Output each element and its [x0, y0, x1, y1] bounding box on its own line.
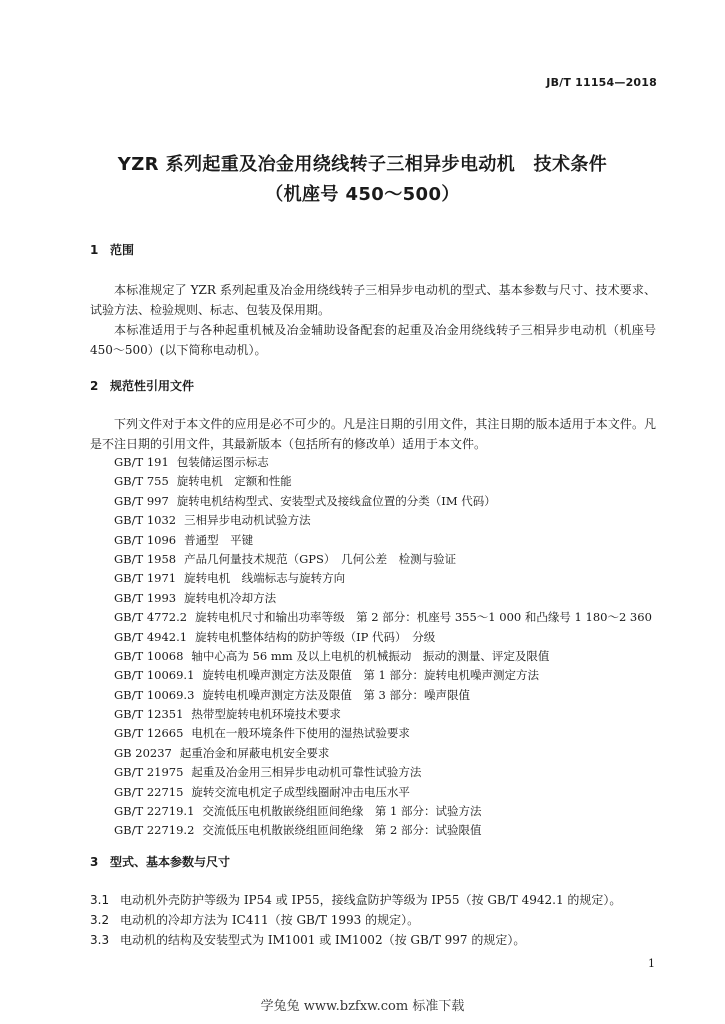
clause-number: 3.2: [90, 913, 110, 927]
reference-code: GB/T 21975: [114, 765, 184, 780]
reference-title: 产品几何量技术规范（GPS） 几何公差 检测与验证: [184, 551, 457, 566]
clause-3-3: [90, 931, 525, 948]
reference-title: 交流低压电机散嵌绕组匝间绝缘 第 1 部分：试验方法: [202, 804, 482, 819]
clause-text: 电动机外壳防护等级为 IP54 或 IP55，接线盒防护等级为 IP55（按 GB/T 4942.1 的规定）。: [120, 893, 622, 907]
reference-list: [114, 453, 674, 841]
reference-code: GB/T 191: [114, 455, 169, 469]
reference-code: GB/T 755: [114, 474, 169, 489]
reference-title: 交流低压电机散嵌绕组匝间绝缘 第 2 部分：试验限值: [202, 823, 482, 838]
reference-item: [114, 453, 674, 472]
reference-title: 电机在一般环境条件下使用的湿热试验要求: [191, 726, 410, 741]
reference-title: 旋转电机噪声测定方法及限值 第 1 部分：旋转电机噪声测定方法: [202, 668, 540, 683]
reference-title: 旋转电机整体结构的防护等级（IP 代码） 分级: [195, 629, 436, 644]
reference-code: GB/T 1971: [114, 571, 177, 586]
clause-number: 3.3: [90, 933, 110, 947]
reference-code: GB/T 10069.1: [114, 668, 195, 683]
clause-number: 3.1: [90, 893, 110, 907]
clause-text: 电动机的冷却方法为 IC411（按 GB/T 1993 的规定）。: [120, 913, 420, 927]
standard-number: JB/T 11154—2018: [546, 76, 657, 89]
reference-item: [114, 511, 674, 530]
clause-3-1: [90, 891, 621, 908]
reference-code: GB/T 10069.3: [114, 687, 195, 702]
section-number: 2: [90, 379, 99, 393]
reference-title: 包装储运图示标志: [176, 455, 269, 469]
reference-item: [114, 472, 674, 491]
clause-text: 电动机的结构及安装型式为 IM1001 或 IM1002（按 GB/T 997 的规定）。: [120, 933, 526, 947]
section-title: 型式、基本参数与尺寸: [110, 855, 231, 869]
reference-title: 旋转电机噪声测定方法及限值 第 3 部分：噪声限值: [202, 687, 471, 702]
reference-item: [114, 550, 674, 569]
reference-item: [114, 763, 674, 782]
reference-item: [114, 705, 674, 724]
reference-title: 旋转电机结构型式、安装型式及接线盒位置的分类（IM 代码）: [176, 493, 496, 508]
reference-code: GB/T 10068: [114, 648, 184, 663]
reference-item: [114, 569, 674, 588]
reference-code: GB/T 22719.1: [114, 804, 195, 819]
reference-item: [114, 628, 674, 647]
reference-item: [114, 802, 674, 821]
reference-code: GB/T 22719.2: [114, 823, 195, 838]
reference-title: 旋转交流电机定子成型线圈耐冲击电压水平: [191, 784, 410, 799]
reference-title: 起重及冶金用三相异步电动机可靠性试验方法: [191, 765, 422, 780]
reference-title: 普通型 平键: [184, 532, 254, 547]
reference-code: GB/T 12665: [114, 726, 184, 741]
watermark-footer: 学兔兔 www.bzfxw.com 标准下载: [260, 999, 465, 1014]
section-3-heading: [90, 853, 230, 870]
reference-code: GB/T 12351: [114, 707, 184, 722]
page-number: 1: [648, 957, 655, 970]
section-2-heading: [90, 377, 194, 394]
reference-code: GB/T 1032: [114, 513, 177, 528]
document-subtitle: （机座号 450～500）: [265, 184, 460, 205]
reference-code: GB/T 22715: [114, 784, 184, 799]
reference-title: 轴中心高为 56 mm 及以上电机的机械振动 振动的测量、评定及限值: [191, 648, 550, 663]
section-number: 1: [90, 243, 99, 257]
reference-item: [114, 589, 674, 608]
reference-item: [114, 783, 674, 802]
scope-paragraph-2: 本标准适用于与各种起重机械及冶金辅助设备配套的起重及冶金用绕线转子三相异步电动机（机座号 450～500）(以下简称电动机）。: [90, 323, 656, 357]
reference-item: [114, 666, 674, 685]
reference-item: [114, 647, 674, 666]
reference-code: GB/T 997: [114, 493, 169, 508]
reference-code: GB/T 4772.2: [114, 610, 188, 625]
section-title: 范围: [110, 243, 135, 257]
reference-code: GB/T 1993: [114, 590, 177, 605]
reference-item: [114, 531, 674, 550]
reference-title: 旋转电机尺寸和输出功率等级 第 2 部分：机座号 355～1 000 和凸缘号 1 180～2 360: [195, 610, 652, 625]
reference-item: [114, 686, 674, 705]
reference-item: [114, 492, 674, 511]
clause-3-2: [90, 911, 419, 928]
references-intro: 下列文件对于本文件的应用是必不可少的。凡是注日期的引用文件，其注日期的版本适用于本文件。凡是不注日期的引用文件，其最新版本（包括所有的修改单）适用于本文件。: [90, 417, 656, 451]
reference-code: GB/T 1096: [114, 532, 177, 547]
section-number: 3: [90, 855, 99, 869]
reference-title: 热带型旋转电机环境技术要求: [191, 707, 341, 722]
reference-item: [114, 608, 674, 627]
reference-title: 旋转电机冷却方法: [184, 590, 277, 605]
reference-item: [114, 724, 674, 743]
section-1-heading: [90, 241, 134, 258]
reference-code: GB/T 1958: [114, 551, 177, 566]
reference-item: [114, 821, 674, 840]
reference-item: [114, 744, 674, 763]
reference-title: 三相异步电动机试验方法: [184, 513, 311, 528]
reference-code: GB 20237: [114, 745, 172, 760]
reference-title: 旋转电机 定额和性能: [176, 474, 292, 489]
document-title: YZR 系列起重及冶金用绕线转子三相异步电动机 技术条件: [117, 154, 608, 175]
reference-title: 起重冶金和屏蔽电机安全要求: [179, 745, 330, 760]
reference-title: 旋转电机 线端标志与旋转方向: [184, 571, 346, 586]
section-title: 规范性引用文件: [110, 379, 195, 393]
scope-paragraph-1: 本标准规定了 YZR 系列起重及冶金用绕线转子三相异步电动机的型式、基本参数与尺寸、技术要求、试验方法、检验规则、标志、包装及保用期。: [90, 283, 656, 317]
reference-code: GB/T 4942.1: [114, 629, 188, 644]
